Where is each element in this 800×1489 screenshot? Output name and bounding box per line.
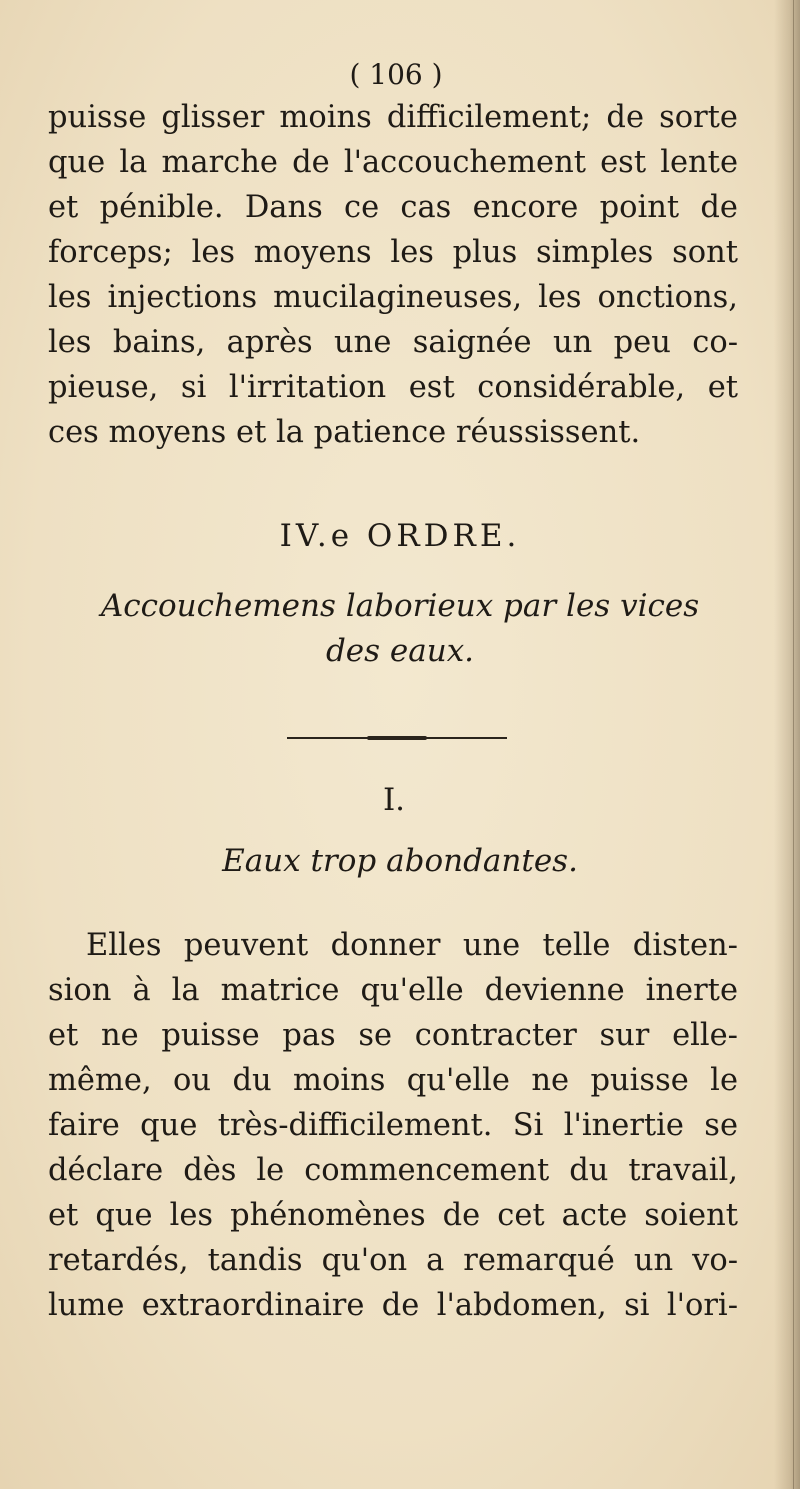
text-line: faire que très-difficilement. Si l'inertie se [48,1108,738,1143]
text-line: forceps; les moyens les plus simples sont [48,235,738,270]
text-line: ces moyens et la patience réussissent. [48,415,641,450]
text-line: les bains, après une saignée un peu co- [48,325,738,360]
decorative-rule [287,737,507,739]
text-line: pieuse, si l'irritation est considérable, et [48,370,738,405]
text-line: et pénible. Dans ce cas encore point de [48,190,738,225]
text-line: et ne puisse pas se contracter sur elle- [48,1018,738,1053]
text-line: les injections mucilagineuses, les onctions, [48,280,738,315]
text-line: que la marche de l'accouchement est lente [48,145,738,180]
text-line: et que les phénomènes de cet acte soient [48,1198,738,1233]
text-line: lume extraordinaire de l'abdomen, si l'ori- [48,1288,738,1323]
section-title-line-2: des eaux. [325,633,475,669]
text-line: sion à la matrice qu'elle devienne inerte [48,973,738,1008]
section-heading: IV.e ORDRE. [279,518,521,554]
subsection-numeral: I. [382,782,406,818]
text-line: Elles peuvent donner une telle disten- [86,928,738,963]
text-line: déclare dès le commencement du travail, [48,1153,738,1188]
page-edge-line [793,0,794,1489]
text-line: puisse glisser moins difficilement; de sorte [48,100,738,135]
text-line: même, ou du moins qu'elle ne puisse le [48,1063,738,1098]
page-edge-shadow [774,0,800,1489]
text-line: retardés, tandis qu'on a remarqué un vo- [48,1243,738,1278]
page-number: ( 106 ) [349,58,443,91]
section-title-line-1: Accouchemens laborieux par les vices [100,588,700,624]
subsection-title: Eaux trop abondantes. [222,843,578,879]
